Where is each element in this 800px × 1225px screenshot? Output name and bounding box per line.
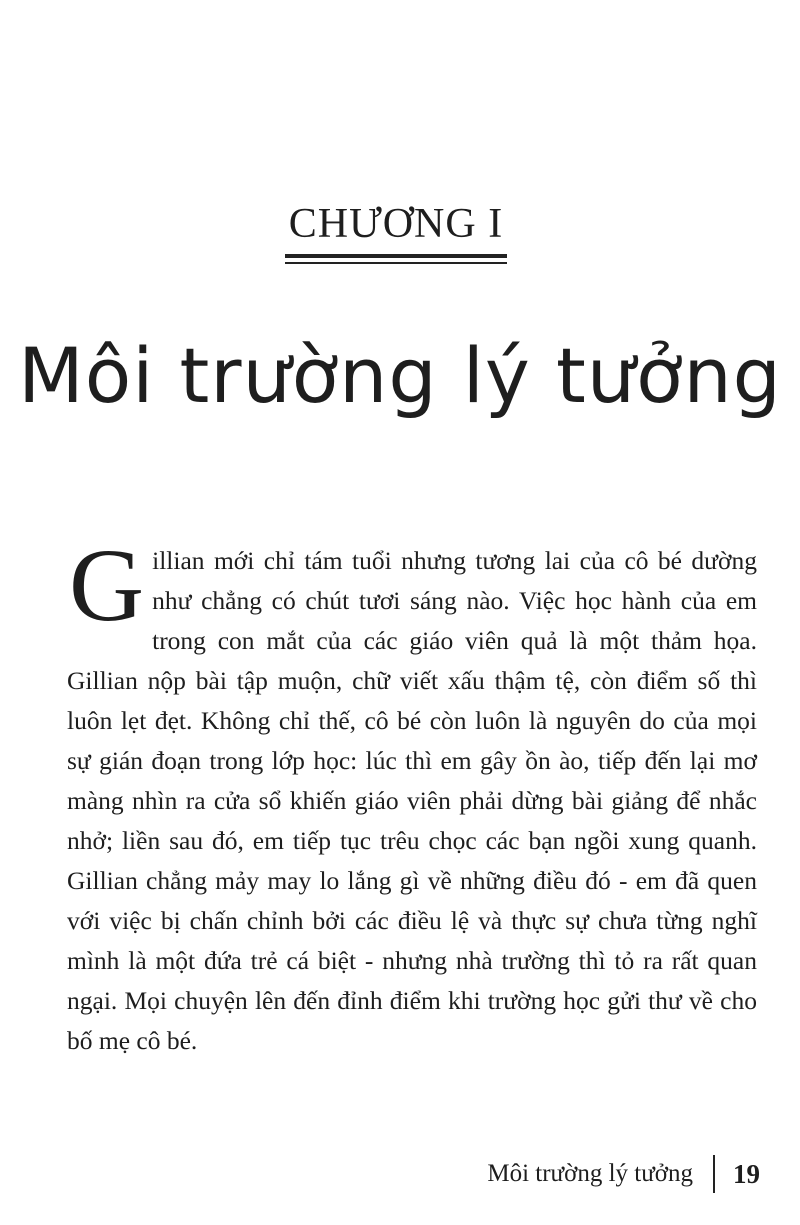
page-footer (487, 1152, 760, 1196)
chapter-rule-thin (285, 262, 507, 264)
footer-divider (713, 1155, 715, 1193)
chapter-title: Môi trường lý tưởng (18, 331, 782, 420)
running-title: Môi trường lý tưởng (487, 1160, 693, 1187)
body-paragraph (67, 528, 757, 1061)
chapter-rule-thick (285, 254, 507, 258)
chapter-label: CHƯƠNG I (288, 201, 504, 247)
paragraph-text: illian mới chỉ tám tuổi nhưng tương lai của cô bé dường như chẳng có chút tươi sáng nào. Việc học hành của em trong con mắt của các giáo viên quả là một thảm họa. Gillian nộp bài tập muộn, chữ viết xấu thậm tệ, còn điểm số thì luôn lẹt đẹt. Không chỉ thế, cô bé còn luôn là nguyên do của mọi sự gián đoạn trong lớp học: lúc thì em gây ồn ào, tiếp đến lại mơ màng nhìn ra cửa sổ khiến giáo viên phải dừng bài giảng để nhắc nhở; liền sau đó, em tiếp tục trêu chọc các bạn ngồi xung quanh. Gillian chẳng mảy may lo lắng gì về những điều đó - em đã quen với việc bị chấn chỉnh bởi các điều lệ và thực sự chưa từng nghĩ mình là một đứa trẻ cá biệt - nhưng nhà trường thì tỏ ra rất quan ngại. Mọi chuyện lên đến đỉnh điểm khi trường học gửi thư về cho bố mẹ cô bé. (67, 546, 757, 1055)
drop-cap: G (69, 528, 145, 643)
page-number: 19 (733, 1158, 760, 1189)
